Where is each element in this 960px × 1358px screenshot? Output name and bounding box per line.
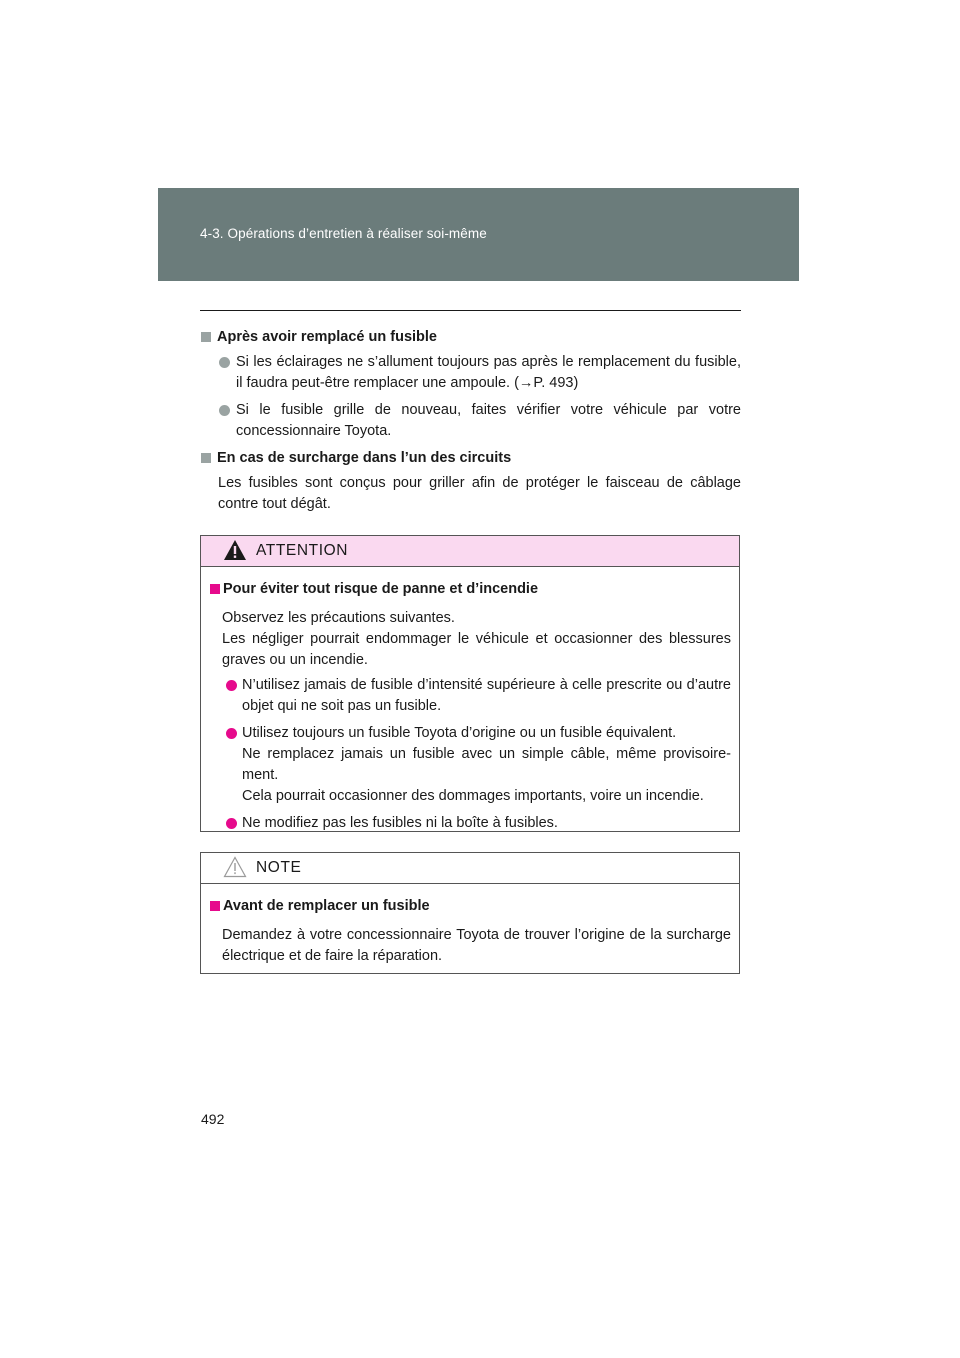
attention-body (201, 567, 739, 834)
round-bullet-icon (226, 680, 237, 691)
list-item: Si le fusible grille de nouveau, faites vérifier votre véhicule par votre concessionnaire Toyota. (201, 400, 741, 442)
note-body (201, 884, 739, 967)
round-bullet-icon (219, 405, 230, 416)
round-bullet-icon (219, 357, 230, 368)
list-item: Utilisez toujours un fusible Toyota d’origine ou un fusible équivalent. Ne remplacez jamais un fusible avec un simple câble, même provisoire-ment. Cela pourrait occasionner des dommages importants, voire un incendie. (210, 723, 731, 807)
round-bullet-icon (226, 818, 237, 829)
note-label: NOTE (256, 859, 302, 876)
main-content (201, 327, 741, 515)
note-text: Demandez à votre concessionnaire Toyota de trouver l’origine de la surcharge électrique et de faire la réparation. (222, 927, 731, 964)
note-heading: Avant de remplacer un fusible (210, 896, 731, 917)
attention-label: ATTENTION (256, 542, 349, 559)
overload-text: Les fusibles sont conçus pour griller afin de protéger le faisceau de câblage contre tout dégât. (218, 475, 741, 512)
section-header-band (158, 188, 799, 281)
list-item: Ne modifiez pas les fusibles ni la boîte à fusibles. (210, 813, 731, 834)
list-item: N’utilisez jamais de fusible d’intensité supérieure à celle prescrite ou d’autre objet qui ne soit pas un fusible. (210, 675, 731, 717)
square-bullet-icon (210, 901, 220, 911)
divider-rule (200, 310, 741, 311)
attention-heading: Pour éviter tout risque de panne et d’incendie (210, 579, 731, 600)
attention-header (201, 536, 739, 567)
list-item: Si les éclairages ne s’allument toujours pas après le remplacement du fusible, il faudra peut-être remplacer une ampoule. (→P. 493) (201, 352, 741, 394)
page-number: 492 (201, 1111, 225, 1127)
overload-heading: En cas de surcharge dans l’un des circuits (201, 448, 741, 469)
square-bullet-icon (201, 332, 211, 342)
after-replacement-heading: Après avoir remplacé un fusible (201, 327, 741, 348)
attention-box (200, 535, 740, 832)
warning-triangle-outline-icon (223, 856, 247, 878)
square-bullet-icon (201, 453, 211, 463)
note-box (200, 852, 740, 974)
attention-intro: Observez les précautions suivantes. Les négliger pourrait endommager le véhicule et occasionner des blessures graves ou un incendie. (222, 610, 731, 668)
square-bullet-icon (210, 584, 220, 594)
round-bullet-icon (226, 728, 237, 739)
section-title: 4-3. Opérations d’entretien à réaliser soi-même (200, 226, 487, 241)
warning-triangle-icon (223, 539, 247, 561)
note-header (201, 853, 739, 884)
